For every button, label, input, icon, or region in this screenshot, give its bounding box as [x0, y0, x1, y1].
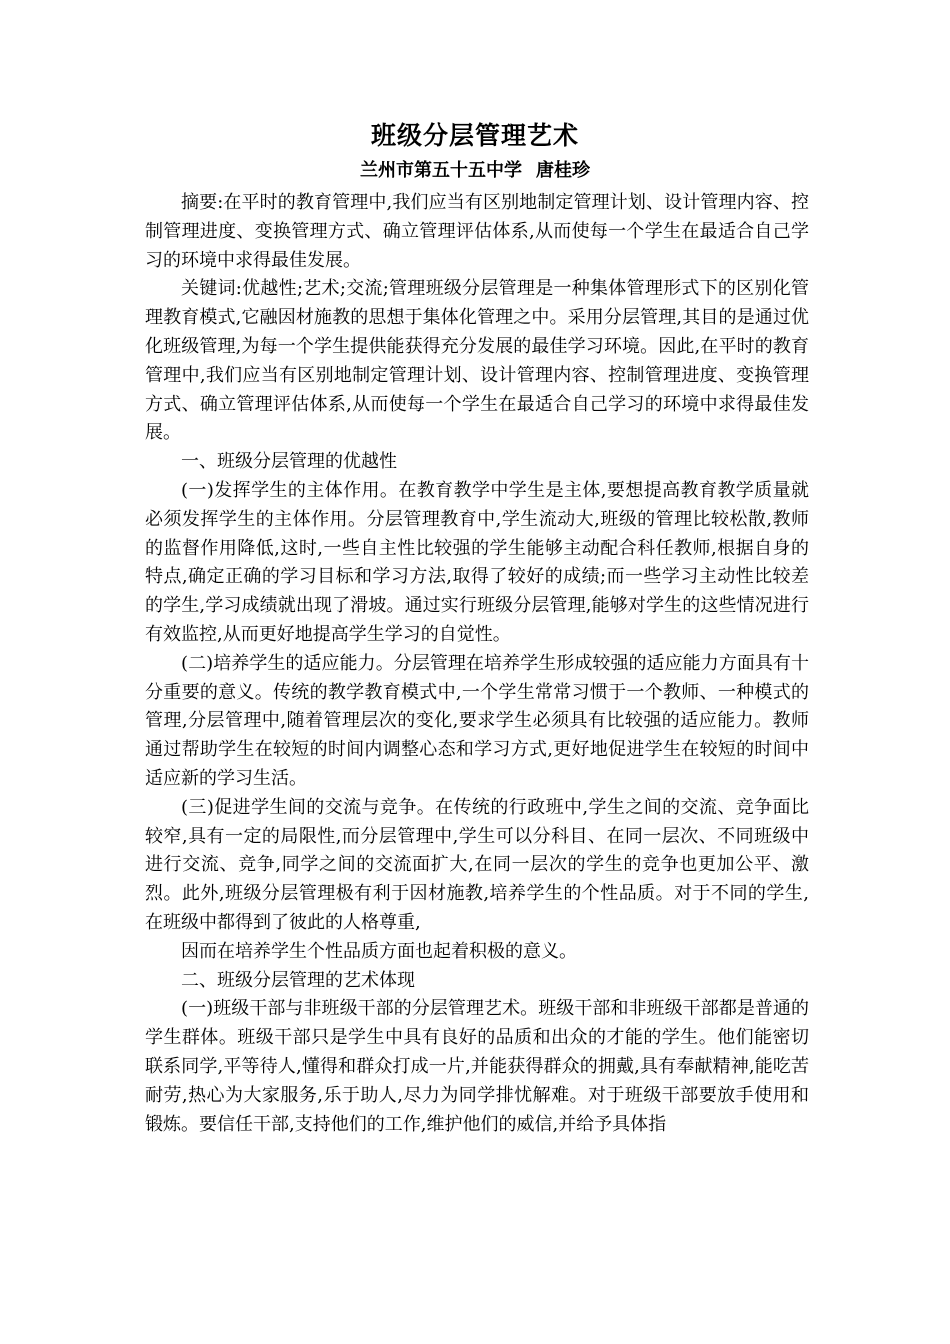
abstract-paragraph: 摘要:在平时的教育管理中,我们应当有区别地制定管理计划、设计管理内容、控制管理进度、变换管理方式、确立管理评估体系,从而使每一个学生在最适合自己学习的环境中求得最佳发展。	[145, 192, 809, 271]
document-title: 班级分层管理艺术	[370, 121, 579, 150]
section-heading-2: 二、班级分层管理的艺术体现	[181, 969, 415, 991]
document-body	[145, 189, 809, 1139]
body-paragraph: 因而在培养学生个性品质方面也起着积极的意义。	[181, 940, 577, 962]
author-school: 兰州市第五十五中学	[360, 160, 522, 181]
section-heading-1: 一、班级分层管理的优越性	[181, 451, 397, 473]
keywords-paragraph: 关键词:优越性;艺术;交流;管理班级分层管理是一种集体管理形式下的区别化管理教育模式,它融因材施教的思想于集体化管理之中。采用分层管理,其目的是通过优化班级管理,为每一个学生提供能获得充分发展的最佳学习环境。因此,在平时的教育管理中,我们应当有区别地制定管理计划、设计管理内容、控制管理进度、变换管理方式、确立管理评估体系,从而使每一个学生在最适合自己学习的环境中求得最佳发展。	[145, 278, 809, 444]
body-paragraph: (二)培养学生的适应能力。分层管理在培养学生形成较强的适应能力方面具有十分重要的意义。传统的教学教育模式中,一个学生常常习惯于一个教师、一种模式的管理,分层管理中,随着管理层次的变化,要求学生必须具有比较强的适应能力。教师通过帮助学生在较短的时间内调整心态和学习方式,更好地促进学生在较短的时间中适应新的学习生活。	[145, 652, 809, 789]
body-paragraph: (三)促进学生间的交流与竞争。在传统的行政班中,学生之间的交流、竞争面比较窄,具有一定的局限性,而分层管理中,学生可以分科目、在同一层次、不同班级中进行交流、竞争,同学之间的交流面扩大,在同一层次的学生的竞争也更加公平、激烈。此外,班级分层管理极有利于因材施教,培养学生的个性品质。对于不同的学生,在班级中都得到了彼此的人格尊重,	[145, 796, 809, 933]
body-paragraph: (一)班级干部与非班级干部的分层管理艺术。班级干部和非班级干部都是普通的学生群体。班级干部只是学生中具有良好的品质和出众的才能的学生。他们能密切联系同学,平等待人,懂得和群众打成一片,并能获得群众的拥戴,具有奉献精神,能吃苦耐劳,热心为大家服务,乐于助人,尽力为同学排忧解难。对于班级干部要放手使用和锻炼。要信任干部,支持他们的工作,维护他们的威信,并给予具体指	[145, 998, 809, 1135]
author-name: 唐桂珍	[536, 160, 590, 181]
body-paragraph: (一)发挥学生的主体作用。在教育教学中学生是主体,要想提高教育教学质量就必须发挥学生的主体作用。分层管理教育中,学生流动大,班级的管理比较松散,教师的监督作用降低,这时,一些自主性比较强的学生能够主动配合科任教师,根据自身的特点,确定正确的学习目标和学习方法,取得了较好的成绩;而一些学习主动性比较差的学生,学习成绩就出现了滑坡。通过实行班级分层管理,能够对学生的这些情况进行有效监控,从而更好地提高学生学习的自觉性。	[145, 479, 809, 645]
author-line	[0, 158, 950, 184]
